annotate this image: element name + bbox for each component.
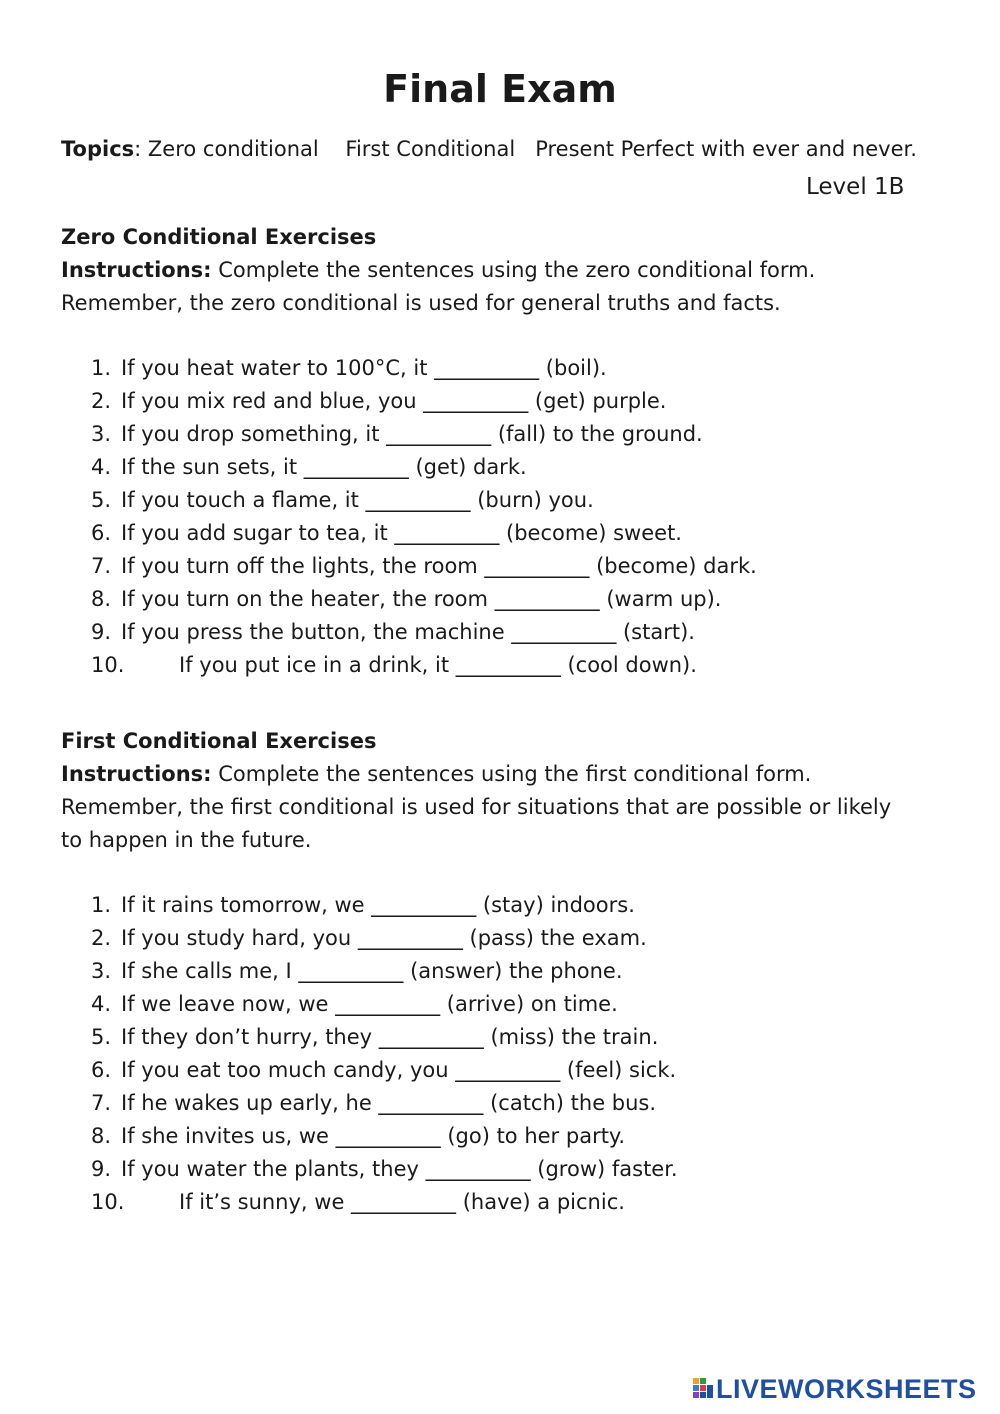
first-exercise-list [91,889,678,1219]
exercise-item [91,1120,678,1153]
exercise-number: 5. [91,488,112,512]
exercise-item [91,649,757,682]
exercise-number: 1. [91,356,112,380]
exercise-number: 10. [91,653,125,677]
exercise-text: If she calls me, I __________ (answer) the phone. [121,959,623,983]
exercise-text: If you eat too much candy, you __________ (feel) sick. [121,1058,677,1082]
exercise-item [91,922,678,955]
page-title: Final Exam [383,67,617,111]
first-instructions-line3: to happen in the future. [61,828,312,852]
exercise-number: 8. [91,1124,112,1148]
exercise-number: 9. [91,620,112,644]
zero-instructions-line1: Complete the sentences using the zero conditional form. [211,258,816,282]
exercise-number: 2. [91,926,112,950]
exercise-number: 2. [91,389,112,413]
exercise-item [91,1087,678,1120]
exercise-number: 1. [91,893,112,917]
exercise-number: 4. [91,992,112,1016]
exercise-item [91,418,757,451]
exercise-item [91,517,757,550]
exercise-text: If you turn off the lights, the room __________ (become) dark. [121,554,757,578]
zero-exercise-list [91,352,757,682]
exercise-text: If she invites us, we __________ (go) to her party. [121,1124,626,1148]
zero-instructions [61,254,961,287]
exercise-item [91,484,757,517]
logo-text: LIVEWORKSHEETS [716,1374,977,1404]
exercise-text: If you water the plants, they __________ (grow) faster. [121,1157,678,1181]
exercise-item [91,352,757,385]
zero-section-heading: Zero Conditional Exercises [61,225,377,249]
topics-line [61,134,917,164]
exercise-text: If you touch a flame, it __________ (burn) you. [121,488,594,512]
exercise-number: 3. [91,959,112,983]
topics-label: Topics [61,137,135,161]
first-conditional-section [61,725,961,1214]
exercise-text: If he wakes up early, he __________ (catch) the bus. [121,1091,657,1115]
exercise-number: 8. [91,587,112,611]
exercise-item [91,451,757,484]
exercise-text: If we leave now, we __________ (arrive) on time. [121,992,618,1016]
exercise-text: If you heat water to 100°C, it __________ (boil). [121,356,607,380]
topics-text: : Zero conditional First Conditional Present Perfect with ever and never. [134,137,917,161]
exercise-number: 7. [91,1091,112,1115]
exercise-text: If you study hard, you __________ (pass) the exam. [121,926,647,950]
exercise-number: 5. [91,1025,112,1049]
exercise-number: 7. [91,554,112,578]
exercise-item [91,583,757,616]
exercise-text: If the sun sets, it __________ (get) dark. [121,455,527,479]
liveworksheets-logo[interactable] [692,1374,977,1404]
exercise-item [91,550,757,583]
exercise-item [91,955,678,988]
exercise-text: If you add sugar to tea, it __________ (become) sweet. [121,521,682,545]
first-instructions-line1: Complete the sentences using the first conditional form. [211,762,812,786]
first-section-heading: First Conditional Exercises [61,729,377,753]
zero-instructions-label: Instructions: [61,258,212,282]
exercise-number: 4. [91,455,112,479]
first-instructions [61,758,961,791]
exercise-item [91,988,678,1021]
exercise-item [91,889,678,922]
exercise-text: If it rains tomorrow, we __________ (stay) indoors. [121,893,635,917]
exercise-number: 6. [91,521,112,545]
exercise-number: 3. [91,422,112,446]
exercise-item [91,616,757,649]
zero-instructions-line2: Remember, the zero conditional is used for general truths and facts. [61,291,781,315]
exercise-item [91,1186,678,1219]
exercise-text: If you turn on the heater, the room __________ (warm up). [121,587,722,611]
exercise-number: 10. [91,1190,125,1214]
liveworksheets-logo-icon [692,1376,714,1402]
exercise-text: If you drop something, it __________ (fall) to the ground. [121,422,703,446]
exercise-item [91,385,757,418]
exercise-item [91,1054,678,1087]
exercise-text: If you put ice in a drink, it __________ (cool down). [179,653,697,677]
exercise-text: If you press the button, the machine __________ (start). [121,620,695,644]
exercise-number: 9. [91,1157,112,1181]
zero-conditional-section [61,221,961,677]
first-instructions-line2: Remember, the first conditional is used for situations that are possible or likely [61,795,892,819]
exercise-item [91,1153,678,1186]
exercise-text: If it’s sunny, we __________ (have) a picnic. [179,1190,625,1214]
exercise-item [91,1021,678,1054]
level-label: Level 1B [806,174,905,200]
exercise-text: If you mix red and blue, you __________ (get) purple. [121,389,667,413]
exercise-text: If they don’t hurry, they __________ (miss) the train. [121,1025,659,1049]
first-instructions-label: Instructions: [61,762,212,786]
exercise-number: 6. [91,1058,112,1082]
